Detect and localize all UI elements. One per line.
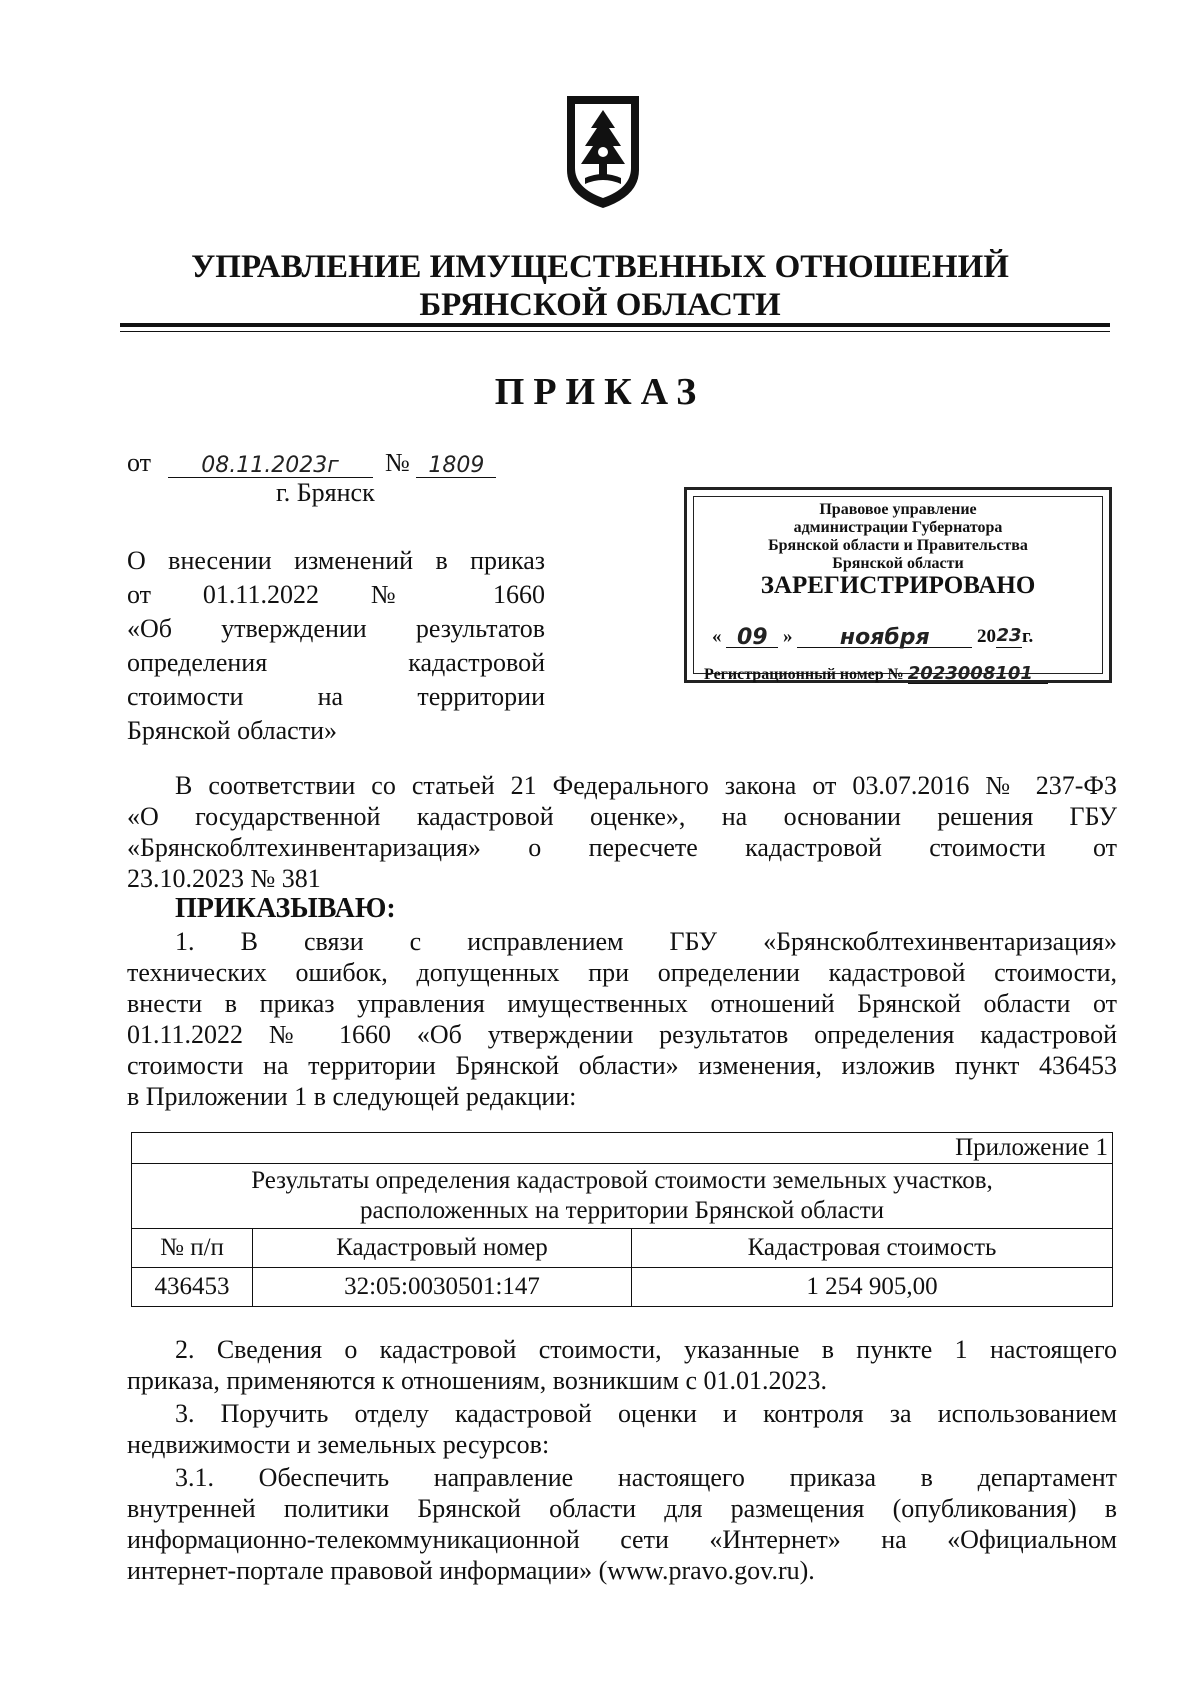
paragraph-2 bbox=[127, 1334, 1117, 1396]
city: г. Брянск bbox=[276, 478, 375, 507]
order-subject bbox=[127, 544, 545, 748]
order-date-row bbox=[127, 448, 496, 478]
table-row bbox=[132, 1133, 1113, 1164]
table-row bbox=[132, 1164, 1113, 1229]
stamp-line: Брянской области и Правительства bbox=[768, 537, 1028, 554]
stamp-quote-close: » bbox=[783, 626, 793, 647]
order-number-handwritten: 1809 bbox=[428, 453, 485, 478]
table-cell: 1 254 905,00 bbox=[632, 1268, 1113, 1307]
paragraph-line: 2. Сведения о кадастровой стоимости, указанные в пункте 1 настоящего bbox=[175, 1335, 1117, 1364]
stamp-reg-number-handwritten: 2023008101 bbox=[907, 663, 1033, 684]
organization-name-line1: УПРАВЛЕНИЕ ИМУЩЕСТВЕННЫХ ОТНОШЕНИЙ bbox=[191, 249, 1009, 285]
order-date-handwritten: 08.11.2023г bbox=[201, 453, 339, 478]
table-cell: 32:05:0030501:147 bbox=[253, 1268, 632, 1307]
subject-line: стоимости на территории bbox=[127, 682, 545, 711]
orders-heading: ПРИКАЗЫВАЮ: bbox=[175, 893, 396, 924]
table-row bbox=[132, 1268, 1113, 1307]
paragraph-line: «Брянскоблтехинвентаризация» о пересчете кадастровой стоимости от bbox=[127, 833, 1117, 862]
subject-line: определения кадастровой bbox=[127, 648, 545, 677]
stamp-inner-border bbox=[693, 496, 1103, 684]
basis-paragraph bbox=[127, 770, 1117, 894]
paragraph-1 bbox=[127, 926, 1117, 1112]
table-header-row bbox=[132, 1229, 1113, 1268]
stamp-line: Брянской области bbox=[832, 555, 964, 572]
paragraph-3-1 bbox=[127, 1462, 1117, 1586]
document-title: ПРИКАЗ bbox=[494, 371, 706, 413]
paragraph-line: недвижимости и земельных ресурсов: bbox=[127, 1430, 550, 1459]
stamp-registered: ЗАРЕГИСТРИРОВАНО bbox=[760, 572, 1036, 599]
paragraph-line: информационно-телекоммуникационной сети «Интернет» на «Официальном bbox=[127, 1525, 1117, 1554]
stamp-month: ноября bbox=[839, 625, 930, 650]
stamp-quote-open: « bbox=[712, 626, 722, 647]
table-cell: 436453 bbox=[132, 1268, 253, 1307]
subject-line: Брянской области» bbox=[127, 716, 337, 745]
header-rule-thin bbox=[120, 331, 1110, 332]
paragraph-line: технических ошибок, допущенных при определении кадастровой стоимости, bbox=[127, 958, 1117, 987]
number-label: № bbox=[385, 448, 410, 477]
stamp-date bbox=[712, 625, 1033, 648]
from-label: от bbox=[127, 448, 152, 477]
paragraph-3 bbox=[127, 1398, 1117, 1460]
paragraph-line: 3.1. Обеспечить направление настоящего приказа в департамент bbox=[175, 1463, 1117, 1492]
paragraph-line: интернет-портале правовой информации» (www.pravo.gov.ru). bbox=[127, 1556, 815, 1585]
paragraph-line: стоимости на территории Брянской области» изменения, изложив пункт 436453 bbox=[127, 1051, 1117, 1080]
table-header-cell: Кадастровый номер bbox=[253, 1229, 632, 1268]
table-header-cell: № п/п bbox=[132, 1229, 253, 1268]
paragraph-line: 3. Поручить отделу кадастровой оценки и контроля за использованием bbox=[175, 1399, 1117, 1428]
organization-name-line2: БРЯНСКОЙ ОБЛАСТИ bbox=[419, 287, 781, 323]
paragraph-line: «О государственной кадастровой оценке», на основании решения ГБУ bbox=[127, 802, 1117, 831]
paragraph-line: 23.10.2023 № 381 bbox=[127, 864, 321, 893]
paragraph-line: приказа, применяются к отношениям, возникшим с 01.01.2023. bbox=[127, 1366, 827, 1395]
stamp-line: администрации Губернатора bbox=[793, 519, 1003, 536]
table-caption-line1: Результаты определения кадастровой стоимости земельных участков, bbox=[251, 1167, 993, 1194]
subject-line: от 01.11.2022 № 1660 bbox=[127, 580, 545, 609]
table-caption-line2: расположенных на территории Брянской области bbox=[359, 1197, 885, 1224]
subject-line: О внесении изменений в приказ bbox=[127, 546, 545, 575]
stamp-year-prefix: 20 bbox=[977, 626, 996, 647]
stamp-year-end: г. bbox=[1022, 626, 1034, 647]
stamp-day: 09 bbox=[736, 625, 768, 650]
stamp-reg-label: Регистрационный номер № bbox=[704, 666, 904, 683]
stamp-reg-number bbox=[704, 663, 1048, 684]
paragraph-line: в Приложении 1 в следующей редакции: bbox=[127, 1082, 577, 1111]
paragraph-line: В соответствии со статьей 21 Федерального закона от 03.07.2016 № 237-ФЗ bbox=[175, 771, 1117, 800]
table-caption bbox=[132, 1164, 1113, 1229]
table-header-cell: Кадастровая стоимость bbox=[632, 1229, 1113, 1268]
appendix-table bbox=[131, 1132, 1113, 1307]
paragraph-line: внести в приказ управления имущественных отношений Брянской области от bbox=[127, 989, 1117, 1018]
paragraph-line: внутренней политики Брянской области для размещения (опубликования) в bbox=[127, 1494, 1117, 1523]
registration-stamp bbox=[684, 487, 1112, 683]
appendix-label: Приложение 1 bbox=[132, 1133, 1113, 1164]
subject-line: «Об утверждении результатов bbox=[127, 614, 545, 643]
stamp-year-suffix: 23 bbox=[996, 625, 1022, 646]
stamp-line: Правовое управление bbox=[819, 501, 977, 518]
paragraph-line: 01.11.2022 № 1660 «Об утверждении результатов определения кадастровой bbox=[127, 1020, 1117, 1049]
header-rule-thick bbox=[120, 323, 1110, 327]
paragraph-line: 1. В связи с исправлением ГБУ «Брянскоблтехинвентаризация» bbox=[175, 927, 1117, 956]
coat-of-arms-icon bbox=[563, 92, 643, 212]
